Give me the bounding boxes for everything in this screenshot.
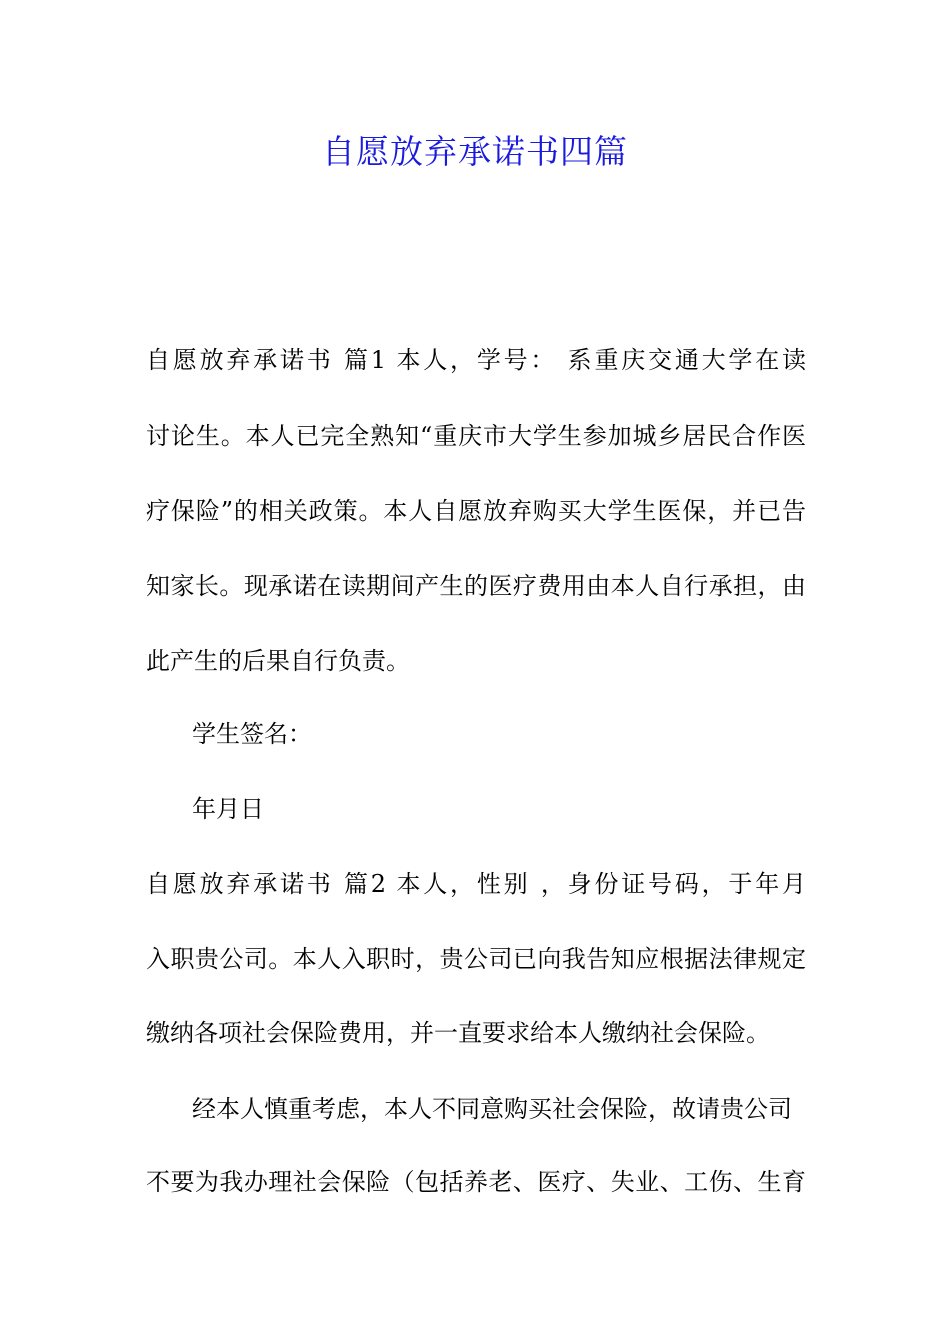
paragraph-line: 缴纳各项社会保险费用，并一直要求给本人缴纳社会保险。 [146,1019,770,1047]
date-label: 年月日 [192,795,264,823]
paragraph-line: 此产生的后果自行负责。 [146,647,410,675]
paragraph-line: 自愿放弃承诺书 篇1 本人，学号： 系重庆交通大学在读 [146,346,806,374]
paragraph-line: 经本人慎重考虑，本人不同意购买社会保险，故请贵公司 [192,1095,792,1123]
paragraph-line: 知家长。现承诺在读期间产生的医疗费用由本人自行承担，由 [146,572,806,600]
paragraph-line: 疗保险”的相关政策。本人自愿放弃购买大学生医保，并已告 [146,497,806,525]
paragraph-line: 自愿放弃承诺书 篇2 本人，性别 ，身份证号码，于年月 [146,870,806,898]
paragraph-line: 不要为我办理社会保险（包括养老、医疗、失业、工伤、生育 [146,1168,806,1196]
document-title: 自愿放弃承诺书四篇 [322,132,628,171]
paragraph-line: 讨论生。本人已完全熟知“重庆市大学生参加城乡居民合作医 [146,422,806,450]
paragraph-line: 入职贵公司。本人入职时，贵公司已向我告知应根据法律规定 [146,945,806,973]
signature-label: 学生签名： [192,720,312,748]
